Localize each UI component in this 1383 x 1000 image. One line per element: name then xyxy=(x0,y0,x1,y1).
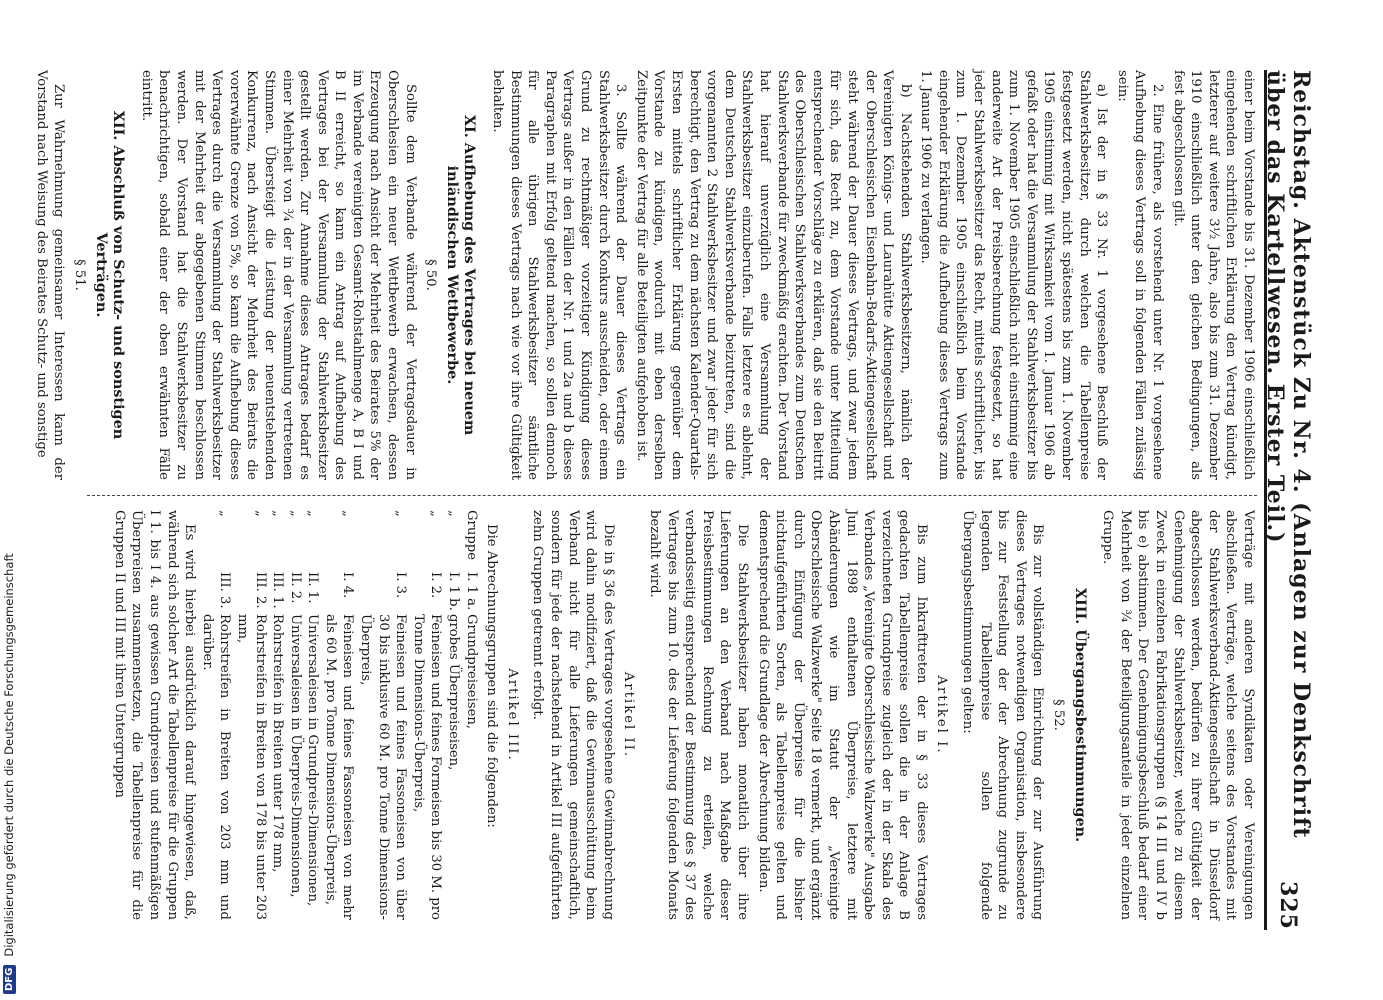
group-code: I. 1 a. xyxy=(463,572,479,611)
column-divider xyxy=(87,495,1257,496)
paragraph: Die Stahlwerksbesitzer haben monatlich über ihre Lieferungen an den Verband nach Maßgabe dieser Preisbestimmungen Rechnung zu erteilen, welche verbandsseitig entsprechend der Bestimmung des § 37 des Vertrages bis zum 10. des der Lieferung folgenden Monats bezahlt wird. xyxy=(647,510,750,920)
paragraph-number: § 52. xyxy=(1051,699,1067,731)
group-row xyxy=(444,510,462,920)
group-description: Universaleisen in Überpreis-Dimensionen, xyxy=(287,614,303,898)
paragraph: Sollte dem Verbande während der Vertragsdauer in Oberschlesien ein neuer Wettbewerb erwachsen, dessen Erzeugung nach Ansicht der Mehrheit des Beirates 5% der im Verbande vereinigten Gesamt-Rohstahlmenge A, B I und B II erreicht, so kann ein Antrag auf Aufhebung des Vertrages bei der Versammlung der Stahlwerksbesitzer gestellt werden. Zur Annahme dieses Antrages bedarf es einer Mehrheit von ¾ der in der Versammlung vertretenen Stimmen. Übersteigt die Leistung der neuentstehenden Konkurrenz, nach Ansicht der Mehrheit des Beirats die vorerwähnte Grenze von 5%, so kann die Aufhebung dieses Vertrages durch die Versammlung der Stahlwerksbesitzer mit der Mehrheit der abgegebenen Stimmen beschlossen werden. Der Vorstand hat die Stahlwerksbesitzer zu benachrichtigen, sobald einer der oben erwähnten Fälle eintritt. xyxy=(138,70,418,480)
article-heading: Artikel II. xyxy=(621,671,637,759)
paragraph: Die Abrechnungsgruppen sind die folgenden: xyxy=(484,524,500,828)
group-label: „ xyxy=(340,510,356,517)
group-code: III. 2. xyxy=(252,572,268,609)
section-heading: XIII. Übergangsbestimmungen. xyxy=(1071,587,1089,843)
group-row xyxy=(286,510,304,920)
group-row xyxy=(198,510,233,920)
document-page xyxy=(33,70,1314,930)
digitization-credit-text: Digitalisierung gefördert durch die Deutsche Forschungsgemeinschaft xyxy=(2,553,16,957)
group-code: I. 1 b. xyxy=(446,572,462,611)
group-description: Rohrstreifen in Breiten unter 178 mm, xyxy=(270,614,286,873)
paragraph: Die in § 36 des Vertrages vorgesehene Gewinnabrechnung wird dahin modifiziert, daß die Gewinnausschüttung beim Verband nicht für alle Lieferungen gemeinschaftlich, sondern für jede der nachstehend in Artikel III aufgeführten zehn Gruppen getrennt erfolgt. xyxy=(530,510,616,920)
group-row xyxy=(269,510,287,920)
paragraph: Zur Wahrnehmung gemeinsamer Interessen kann der Vorstand nach Weisung des Beirates Schutz- und sonstige xyxy=(33,70,67,480)
group-description: Universaleisen in Grundpreis-Dimensionen, xyxy=(305,614,321,907)
group-code: III. 3. xyxy=(217,572,233,609)
group-row xyxy=(233,510,268,920)
group-label: „ xyxy=(446,510,462,517)
page-header xyxy=(1262,70,1314,930)
article-heading: Artikel III. xyxy=(504,668,520,762)
group-label: „ xyxy=(252,510,268,517)
group-description: Rohrstreifen in Breiten von 203 mm und darüber. xyxy=(199,614,233,920)
paragraph: einer beim Vorstande bis 31. Dezember 1906 einschließlich eingehenden schriftlichen Erklärung den Vertrag kündigt, letzterer auf weitere 3½ Jahre, also bis zum 31. Dezember 1910 einschließlich unter den gleichen Bedingungen, als fest abgeschlossen gilt. xyxy=(1170,70,1256,480)
paragraph: Verträge mit anderen Syndikaten oder Vereinigungen abschließen. Verträge, welche seitens des Vorstandes mit der Stahlwerksverband-Aktiengesellschaft in Düsseldorf abgeschlossen werden, bedürfen zu ihrer Gültigkeit der Genehmigung der Stahlwerksbesitzer, welche zu diesem Zweck in einzelnen Fabrikationsgruppen (§ 14 III und IV b bis e) abstimmen. Der Genehmigungsbeschluß bedarf einer Mehrheit von ¾ der Beteiligungsanteile in jeder einzelnen Gruppe. xyxy=(1100,510,1256,920)
group-label: „ xyxy=(287,510,303,517)
page-header-title: Reichstag. Aktenstück Zu Nr. 4. (Anlagen zur Denkschrift über das Kartellwesen. Erster Teil.) xyxy=(1262,70,1314,839)
group-code: II. 2. xyxy=(287,572,303,604)
paragraph: Bis zum Inkrafttreten der in § 33 dieses Vertrages gedachten Tabellenpreise sollen die in der Anlage B verzeichneten Grundpreise zugleich der in der Skala des Verbandes „Vereinigte Oberschlesische Walzwerke" Ausgabe Juni 1898 enthaltenen Überpreise, letztere mit Abänderungen wie im Statut der „Vereinigte Oberschlesische Walzwerke" Seite 18 vermerkt, und ergänzt durch Einfügung der Überpreise für die bisher nichtaufgeführten Sorten, als Tabellenpreise gelten und dementsprechend die Grundlage der Abrechnung bilden. xyxy=(755,510,929,920)
article-heading: Artikel I. xyxy=(934,675,950,755)
paragraph: a) Ist der in § 33 Nr. 1 vorgesehene Beschluß der Stahlwerksbesitzer, durch welchen die Tabellenpreise festgesetzt werden, nicht spätestens bis zum 1. November 1905 einstimmig mit Wirksamkeit vom 1. Januar 1906 ab gefaßt oder hat die Versammlung der Stahlwerksbesitzer bis zum 1. November 1905 einschließlich nicht einstimmig eine anderweite Art der Preisberechnung festgesetzt, so hat jeder Stahlwerksbesitzer das Recht, mittels schriftlicher, bis zum 1. Dezember 1905 einschließlich beim Vorstande eingehender Erklärung die Aufhebung dieses Vertrags zum 1. Januar 1906 zu verlangen. xyxy=(918,70,1110,480)
group-row xyxy=(304,510,322,920)
section-heading: XI. Aufhebung des Vertrages bei neuem inländischen Wettbewerbe. xyxy=(443,114,479,436)
paragraph-number: § 50. xyxy=(423,259,439,291)
group-code: I. 4. xyxy=(340,572,356,599)
paragraph: Es wird hierbei ausdrücklich darauf hingewiesen, daß, während sich solcher Art die Tabellenpreise für die Gruppen I 1. bis I 4. aus gewissen Grundpreisen und stufenmäßigen Überpreisen zusammensetzen, die Tabellenpreise für die Gruppen II und III mit ihren Untergruppen xyxy=(111,510,198,920)
group-description: Feineisen und feines Formeisen bis 30 M. pro Tonne Dimensions-Überpreis, xyxy=(410,614,444,920)
group-row xyxy=(462,510,480,920)
left-column xyxy=(33,70,1257,480)
paragraph: Bis zur vollständigen Einrichtung der zur Ausführung dieses Vertrages notwendigen Organisation, insbesondere bis zur Feststellung der der Abrechnung zugrunde zu legenden Tabellenpreise sollen folgende Übergangsbestimmungen gelten: xyxy=(960,510,1046,920)
group-description: Feineisen und feines Fassoneisen von über 30 bis inklusive 60 M. pro Tonne Dimensions-Überpreis, xyxy=(358,614,409,920)
paragraph: 3. Sollte während der Dauer dieses Vertrags ein Stahlwerksbesitzer durch Konkurs ausscheiden, oder einem Grund zu rechtmäßiger vorzeitiger Kündigung dieses Vertrags außer in den Fällen der Nr. 1 und 2a und b dieses Paragraphen mit Erfolg geltend machen, so sollen dennoch für alle übrigen Stahlwerksbesitzer sämtliche Bestimmungen dieses Vertrags nach wie vor ihre Gültigkeit behalten. xyxy=(490,70,629,480)
group-row xyxy=(357,510,410,920)
group-label: „ xyxy=(270,510,286,517)
group-label: „ xyxy=(305,510,321,517)
group-code: I. 3. xyxy=(393,572,409,599)
right-column xyxy=(87,510,1257,920)
group-row xyxy=(321,510,356,920)
paragraph: 2. Eine frühere, als vorstehend unter Nr. 1 vorgesehene Aufhebung dieses Vertrags soll in folgenden Fällen zulässig sein: xyxy=(1114,70,1166,480)
group-description: Rohrstreifen in Breiten von 178 bis unter 203 mm, xyxy=(234,614,268,920)
digitization-credit xyxy=(0,0,18,1000)
group-label: „ xyxy=(393,510,409,517)
group-description: Grundpreiseisen, xyxy=(463,614,479,730)
group-label: „ xyxy=(217,510,233,517)
group-description: grobes Überpreiseisen, xyxy=(446,614,462,771)
dfg-logo: DFG xyxy=(3,965,16,994)
section-heading: XII. Abschluß von Schutz- und sonstigen Verträgen. xyxy=(92,110,128,440)
group-code: I. 2. xyxy=(428,572,444,599)
group-label: Gruppe xyxy=(463,510,479,561)
group-row xyxy=(409,510,444,920)
group-code: II. 1. xyxy=(305,572,321,604)
page-number: 325 xyxy=(1275,881,1301,930)
group-list xyxy=(198,510,480,920)
paragraph: b) Nachstehenden Stahlwerksbesitzern, nämlich der Vereinigten Königs- und Laurahütte Aktiengesellschaft und der Oberschlesischen Eisenbahn-Bedarfs-Aktiengesellschaft steht während der Dauer dieses Vertrags, und zwar jedem für sich, das Recht zu, dem Vorstande unter Mitteilung entsprechender Vorschläge zu erklären, daß sie den Beitritt des Oberschlesischen Stahlwerksverbandes zum Deutschen Stahlwerksverbande für zweckmäßig erachten. Der Vorstand hat hierauf unverzüglich eine Versammlung der Stahlwerksbesitzer einzuberufen. Falls letztere es ablehnt, dem Deutschen Stahlwerksverbande beizutreten, sind die vorgenannten 2 Stahlwerksbesitzer und zwar jeder für sich berechtigt, den Vertrag zu dem nächsten Kalender-Quartals-Ersten mittels schriftlicher Erklärung gegenüber dem Vorstande zu kündigen, wodurch mit eben derselben Zeitpunkte der Vertrag für alle Beteiligten aufgehoben ist. xyxy=(633,70,913,480)
group-code: III. 1. xyxy=(270,572,286,609)
group-description: Feineisen und feines Fassoneisen von mehr als 60 M. pro Tonne Dimensions-Überpreis, xyxy=(322,614,356,920)
group-label: „ xyxy=(428,510,444,517)
paragraph-number: § 51. xyxy=(72,259,87,291)
